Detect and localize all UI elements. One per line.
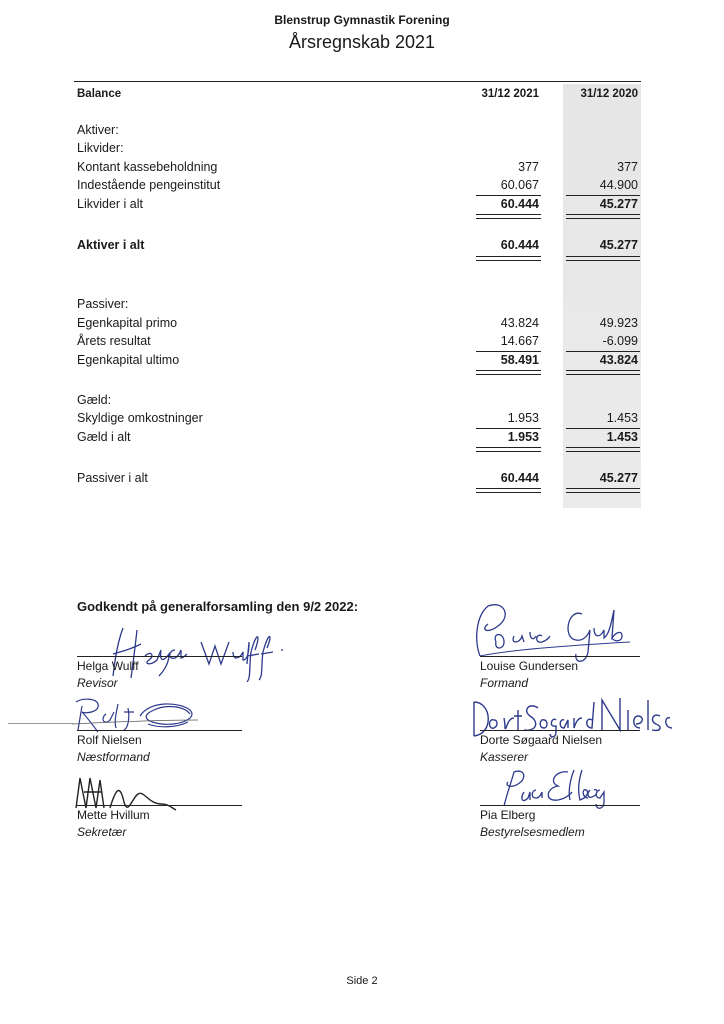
table-row <box>0 471 724 489</box>
signatory-role: Bestyrelsesmedlem <box>480 825 585 839</box>
total-double-rule <box>476 488 541 493</box>
subtotal-rule <box>566 195 640 196</box>
balance-header-row <box>0 88 724 106</box>
value-2020: 1.453 <box>606 430 638 444</box>
signatory-role: Formand <box>480 676 529 690</box>
value-2020: 44.900 <box>599 178 638 192</box>
table-row <box>0 178 724 196</box>
row-label: Indestående pengeinstitut <box>77 178 221 192</box>
row-label: Passiver i alt <box>77 471 148 485</box>
table-row <box>0 430 724 448</box>
table-row <box>0 297 724 315</box>
table-row <box>0 393 724 411</box>
signatory-name: Louise Gundersen <box>480 659 579 673</box>
total-double-rule <box>476 370 541 375</box>
row-label: Gæld i alt <box>77 430 131 444</box>
total-double-rule <box>476 447 541 452</box>
subtotal-rule <box>566 351 640 352</box>
table-row <box>0 316 724 334</box>
total-double-rule <box>566 447 640 452</box>
table-top-rule <box>74 81 641 82</box>
signatory-role: Revisor <box>77 676 118 690</box>
row-label: Egenkapital primo <box>77 316 178 330</box>
value-2021: 58.491 <box>500 353 539 367</box>
value-2021: 43.824 <box>500 316 539 330</box>
value-2021: 60.444 <box>500 197 539 211</box>
total-double-rule <box>476 214 541 219</box>
value-2021: 1.953 <box>507 411 539 425</box>
value-2021: 60.444 <box>500 238 539 252</box>
subtotal-rule <box>476 351 541 352</box>
value-2021: 377 <box>518 160 539 174</box>
signature-mette-hvillum <box>70 772 180 812</box>
value-2020: -6.099 <box>602 334 638 348</box>
value-2020: 45.277 <box>599 238 638 252</box>
table-row <box>0 141 724 159</box>
value-2020: 49.923 <box>599 316 638 330</box>
row-label: Gæld: <box>77 393 112 407</box>
table-row <box>0 197 724 215</box>
value-2020: 45.277 <box>599 197 638 211</box>
total-double-rule <box>566 256 640 261</box>
balance-heading: Balance <box>77 88 122 100</box>
signature-line <box>480 805 640 806</box>
signatory-name: Dorte Søgaard Nielsen <box>480 733 603 747</box>
row-label: Årets resultat <box>77 334 151 348</box>
signatory-name: Rolf Nielsen <box>77 733 142 747</box>
page-number: Side 2 <box>346 975 378 987</box>
row-label: Likvider: <box>77 141 124 155</box>
row-label: Likvider i alt <box>77 197 143 211</box>
row-label: Aktiver i alt <box>77 238 145 252</box>
signatory-name: Pia Elberg <box>480 808 536 822</box>
row-label: Egenkapital ultimo <box>77 353 180 367</box>
total-double-rule <box>566 214 640 219</box>
organization-name: Blenstrup Gymnastik Forening <box>274 13 450 27</box>
table-row <box>0 123 724 141</box>
signature-line <box>77 730 242 731</box>
document-title: Årsregnskab 2021 <box>288 32 436 52</box>
row-label: Kontant kassebeholdning <box>77 160 218 174</box>
column-header-2020: 31/12 2020 <box>580 88 638 100</box>
signature-stray-line <box>8 723 74 724</box>
total-double-rule <box>566 488 640 493</box>
signatory-role: Næstformand <box>77 750 150 764</box>
table-row <box>0 334 724 352</box>
table-row <box>0 353 724 371</box>
signature-line <box>480 656 640 657</box>
signature-line <box>480 730 640 731</box>
row-label: Skyldige omkostninger <box>77 411 203 425</box>
value-2020: 43.824 <box>599 353 638 367</box>
subtotal-rule <box>566 428 640 429</box>
approval-statement: Godkendt på generalforsamling den 9/2 2022: <box>77 599 359 614</box>
value-2021: 1.953 <box>507 430 539 444</box>
value-2020: 377 <box>617 160 638 174</box>
table-row <box>0 160 724 178</box>
subtotal-rule <box>476 428 541 429</box>
signature-louise-gundersen <box>470 596 645 668</box>
table-row <box>0 238 724 256</box>
row-label: Aktiver: <box>77 123 119 137</box>
column-header-2021: 31/12 2021 <box>481 88 539 100</box>
value-2021: 60.444 <box>500 471 539 485</box>
signature-line <box>77 656 242 657</box>
total-double-rule <box>566 370 640 375</box>
signatory-name: Helga Wulff <box>77 659 139 673</box>
signatory-name: Mette Hvillum <box>77 808 150 822</box>
signatory-role: Sekretær <box>77 825 127 839</box>
total-double-rule <box>476 256 541 261</box>
value-2020: 1.453 <box>606 411 638 425</box>
signature-line <box>77 805 242 806</box>
table-row <box>0 411 724 429</box>
subtotal-rule <box>476 195 541 196</box>
value-2021: 14.667 <box>500 334 539 348</box>
signatory-role: Kasserer <box>480 750 529 764</box>
signature-pia-elberg <box>490 766 610 810</box>
row-label: Passiver: <box>77 297 129 311</box>
value-2020: 45.277 <box>599 471 638 485</box>
value-2021: 60.067 <box>500 178 539 192</box>
